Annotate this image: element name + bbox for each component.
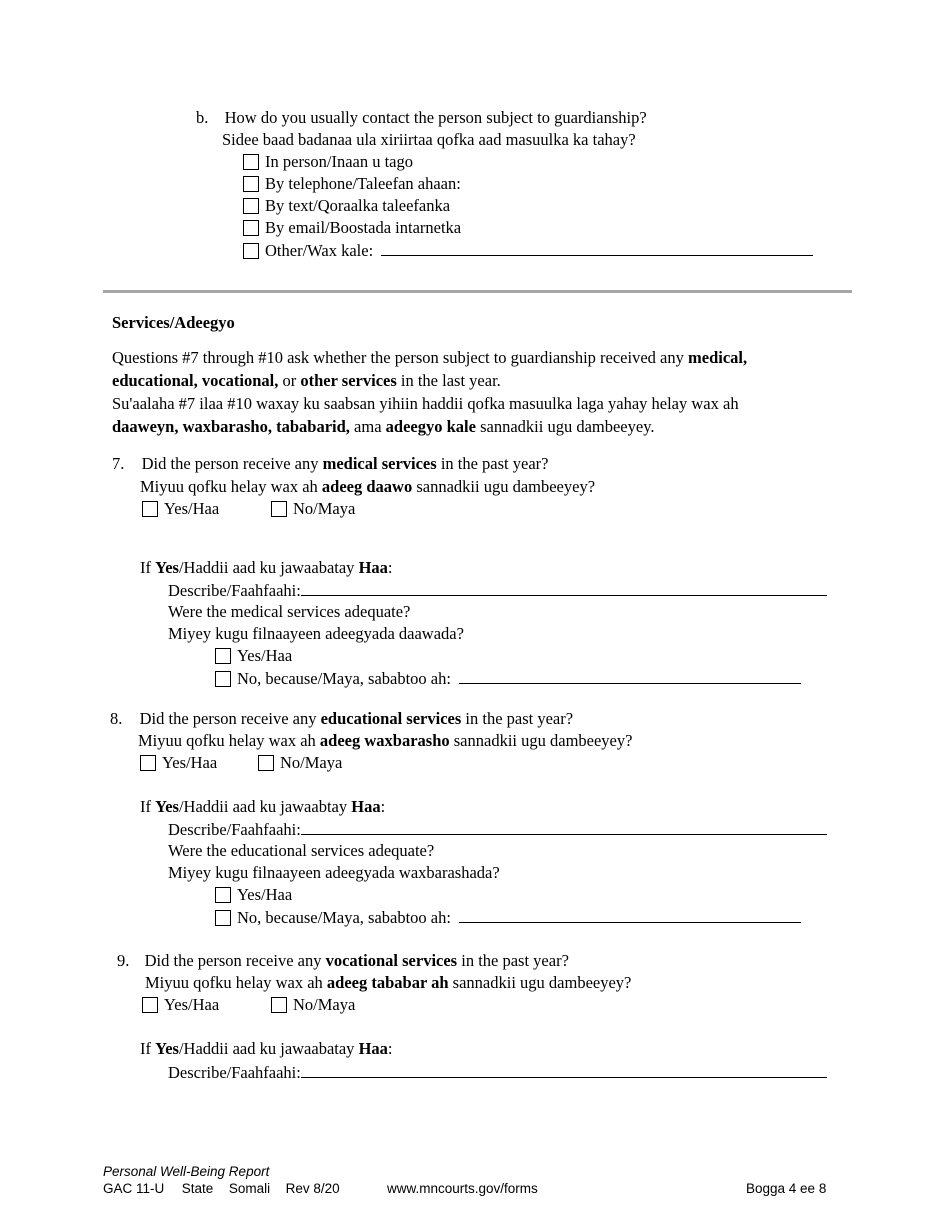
option-email[interactable] (243, 217, 461, 239)
intro-so-tail: sannadkii ugu dambeeyey. (475, 417, 655, 436)
question-b-label: b. (196, 108, 209, 127)
footer-language: Somali (228, 1181, 271, 1196)
q8-describe-label: Describe/Faahfaahi: (168, 820, 301, 839)
option-text-label: By text/Qoraalka taleefanka (265, 196, 451, 215)
q9-yes-option[interactable] (142, 994, 219, 1016)
question-8 (110, 708, 573, 730)
intro-so-bold-other: adeegyo kale (385, 417, 476, 436)
q7-en-pre: Did the person receive any (141, 454, 323, 473)
q9-describe (168, 1061, 827, 1084)
q8-if-mid: /Haddii aad ku jawaabtay (178, 797, 352, 816)
option-other[interactable] (243, 239, 813, 262)
q7-so-bold: adeeg daawo (321, 477, 413, 496)
q7-so-pre: Miyuu qofku helay wax ah (140, 477, 322, 496)
intro-so-ama: ama (349, 417, 386, 436)
q8-sub-no-checkbox[interactable] (215, 910, 231, 926)
q9-if-mid: /Haddii aad ku jawaabatay (178, 1039, 359, 1058)
q7-en-bold: medical services (322, 454, 437, 473)
footer-page-number: Bogga 4 ee 8 (746, 1181, 827, 1196)
q7-describe-input-line[interactable] (301, 579, 827, 596)
q9-no-checkbox[interactable] (271, 997, 287, 1013)
question-9-so (145, 972, 631, 994)
q9-describe-input-line[interactable] (301, 1061, 827, 1078)
q7-if-post: : (387, 558, 393, 577)
q9-describe-label: Describe/Faahfaahi: (168, 1063, 301, 1082)
question-9-number: 9. (117, 951, 130, 970)
question-8-number: 8. (110, 709, 123, 728)
q7-if-mid: /Haddii aad ku jawaabatay (178, 558, 359, 577)
question-7-so (140, 476, 595, 498)
checkbox-text[interactable] (243, 198, 259, 214)
q7-so-post: sannadkii ugu dambeeyey? (412, 477, 596, 496)
q8-sub-no-option[interactable] (215, 906, 801, 929)
q9-so-pre: Miyuu qofku helay wax ah (145, 973, 327, 992)
q7-yes-option[interactable] (142, 498, 219, 520)
q9-no-option[interactable] (271, 994, 355, 1016)
intro-en-bold-educational: educational, vocational, (112, 371, 279, 390)
q9-so-bold: adeeg tababar ah (326, 973, 449, 992)
question-b (196, 107, 647, 129)
q7-yes-checkbox[interactable] (142, 501, 158, 517)
q9-if-haa-bold: Haa (358, 1039, 388, 1058)
services-heading: Services/Adeegyo (112, 313, 235, 332)
q8-so-pre: Miyuu qofku helay wax ah (138, 731, 320, 750)
q9-if-yes (140, 1038, 393, 1060)
q7-if-haa-bold: Haa (358, 558, 388, 577)
q9-no-label: No/Maya (293, 995, 356, 1014)
question-b-text-so: Sidee baad badanaa ula xiriirtaa qofka aad masuulka ka tahay? (222, 130, 636, 149)
question-b-text-en: How do you usually contact the person subject to guardianship? (224, 108, 647, 127)
q8-if-haa-bold: Haa (351, 797, 381, 816)
q8-sub-no-input-line[interactable] (459, 906, 801, 923)
q8-sub-yes-label: Yes/Haa (237, 885, 293, 904)
intro-en-bold-other: other services (300, 371, 397, 390)
q7-if-yes (140, 557, 393, 579)
q8-yes-option[interactable] (140, 752, 217, 774)
checkbox-telephone[interactable] (243, 176, 259, 192)
q9-en-pre: Did the person receive any (144, 951, 326, 970)
question-9 (117, 950, 569, 972)
q7-sub-no-option[interactable] (215, 667, 801, 690)
q8-sub-no-label: No, because/Maya, sababtoo ah: (237, 908, 451, 927)
intro-en-bold-medical: medical, (688, 348, 748, 367)
q9-if-post: : (387, 1039, 393, 1058)
q8-sub-yes-option[interactable] (215, 884, 292, 906)
option-other-label: Other/Wax kale: (265, 241, 374, 260)
q8-no-checkbox[interactable] (258, 755, 274, 771)
q8-adequate-so: Miyey kugu filnaayeen adeegyada waxbarashada? (168, 863, 500, 882)
q8-en-bold: educational services (320, 709, 462, 728)
intro-en-text: Questions #7 through #10 ask whether the person subject to guardianship received any (112, 348, 688, 367)
intro-so-bold-services: daaweyn, waxbarasho, tababarid, (112, 417, 350, 436)
intro-en-or: or (278, 371, 301, 390)
q8-if-pre: If (140, 797, 156, 816)
q8-describe (168, 818, 827, 841)
footer-rev: Rev 8/20 (285, 1181, 340, 1196)
q7-sub-no-input-line[interactable] (459, 667, 801, 684)
q7-sub-yes-label: Yes/Haa (237, 646, 293, 665)
services-intro-so-line1: Su'aalaha #7 ilaa #10 waxay ku saabsan yihiin haddii qofka masuulka laga yahay helay wax ah (112, 394, 739, 413)
q8-no-option[interactable] (258, 752, 342, 774)
q7-if-yes-bold: Yes (155, 558, 179, 577)
q7-no-option[interactable] (271, 498, 355, 520)
services-intro-en-line1 (112, 347, 747, 369)
q7-sub-yes-checkbox[interactable] (215, 648, 231, 664)
q9-yes-label: Yes/Haa (164, 995, 220, 1014)
q9-if-yes-bold: Yes (155, 1039, 179, 1058)
question-7 (112, 453, 548, 475)
q8-yes-checkbox[interactable] (140, 755, 156, 771)
footer-title: Personal Well-Being Report (103, 1164, 270, 1179)
q8-so-post: sannadkii ugu dambeeyey? (449, 731, 633, 750)
option-email-label: By email/Boostada intarnetka (265, 218, 462, 237)
checkbox-other[interactable] (243, 243, 259, 259)
services-intro-en-line2 (112, 370, 501, 392)
q8-no-label: No/Maya (280, 753, 343, 772)
option-telephone[interactable] (243, 173, 461, 195)
footer-form-info (103, 1181, 340, 1197)
option-text[interactable] (243, 195, 450, 217)
q8-describe-input-line[interactable] (301, 818, 827, 835)
footer-form-code: GAC 11-U (103, 1181, 165, 1196)
section-divider (103, 290, 852, 293)
q7-adequate-so: Miyey kugu filnaayeen adeegyada daawada? (168, 624, 464, 643)
q8-yes-label: Yes/Haa (162, 753, 218, 772)
q7-describe (168, 579, 827, 602)
q8-so-bold: adeeg waxbarasho (319, 731, 450, 750)
checkbox-email[interactable] (243, 220, 259, 236)
q7-describe-label: Describe/Faahfaahi: (168, 581, 301, 600)
q8-if-yes-bold: Yes (155, 797, 179, 816)
footer-url[interactable]: www.mncourts.gov/forms (387, 1181, 538, 1196)
q7-en-post: in the past year? (436, 454, 549, 473)
option-in-person-label: In person/Inaan u tago (265, 152, 413, 171)
q8-en-pre: Did the person receive any (139, 709, 321, 728)
q9-if-pre: If (140, 1039, 156, 1058)
q7-if-pre: If (140, 558, 156, 577)
q7-yes-label: Yes/Haa (164, 499, 220, 518)
q8-sub-yes-checkbox[interactable] (215, 887, 231, 903)
intro-en-tail: in the last year. (396, 371, 501, 390)
q7-sub-no-checkbox[interactable] (215, 671, 231, 687)
q9-en-bold: vocational services (325, 951, 458, 970)
q9-yes-checkbox[interactable] (142, 997, 158, 1013)
q8-en-post: in the past year? (461, 709, 574, 728)
q7-adequate-en: Were the medical services adequate? (168, 602, 411, 621)
option-telephone-label: By telephone/Taleefan ahaan: (265, 174, 461, 193)
q8-adequate-en: Were the educational services adequate? (168, 841, 435, 860)
other-input-line[interactable] (381, 239, 813, 256)
footer-state: State (181, 1181, 214, 1196)
q7-no-label: No/Maya (293, 499, 356, 518)
question-8-so (138, 730, 632, 752)
q9-so-post: sannadkii ugu dambeeyey? (448, 973, 632, 992)
question-7-number: 7. (112, 454, 125, 473)
q8-if-post: : (380, 797, 386, 816)
q7-sub-no-label: No, because/Maya, sababtoo ah: (237, 669, 451, 688)
q7-sub-yes-option[interactable] (215, 645, 292, 667)
q8-if-yes (140, 796, 385, 818)
option-in-person[interactable] (243, 151, 413, 173)
q7-no-checkbox[interactable] (271, 501, 287, 517)
checkbox-in-person[interactable] (243, 154, 259, 170)
services-intro-so-line2 (112, 416, 655, 438)
q9-en-post: in the past year? (457, 951, 569, 970)
